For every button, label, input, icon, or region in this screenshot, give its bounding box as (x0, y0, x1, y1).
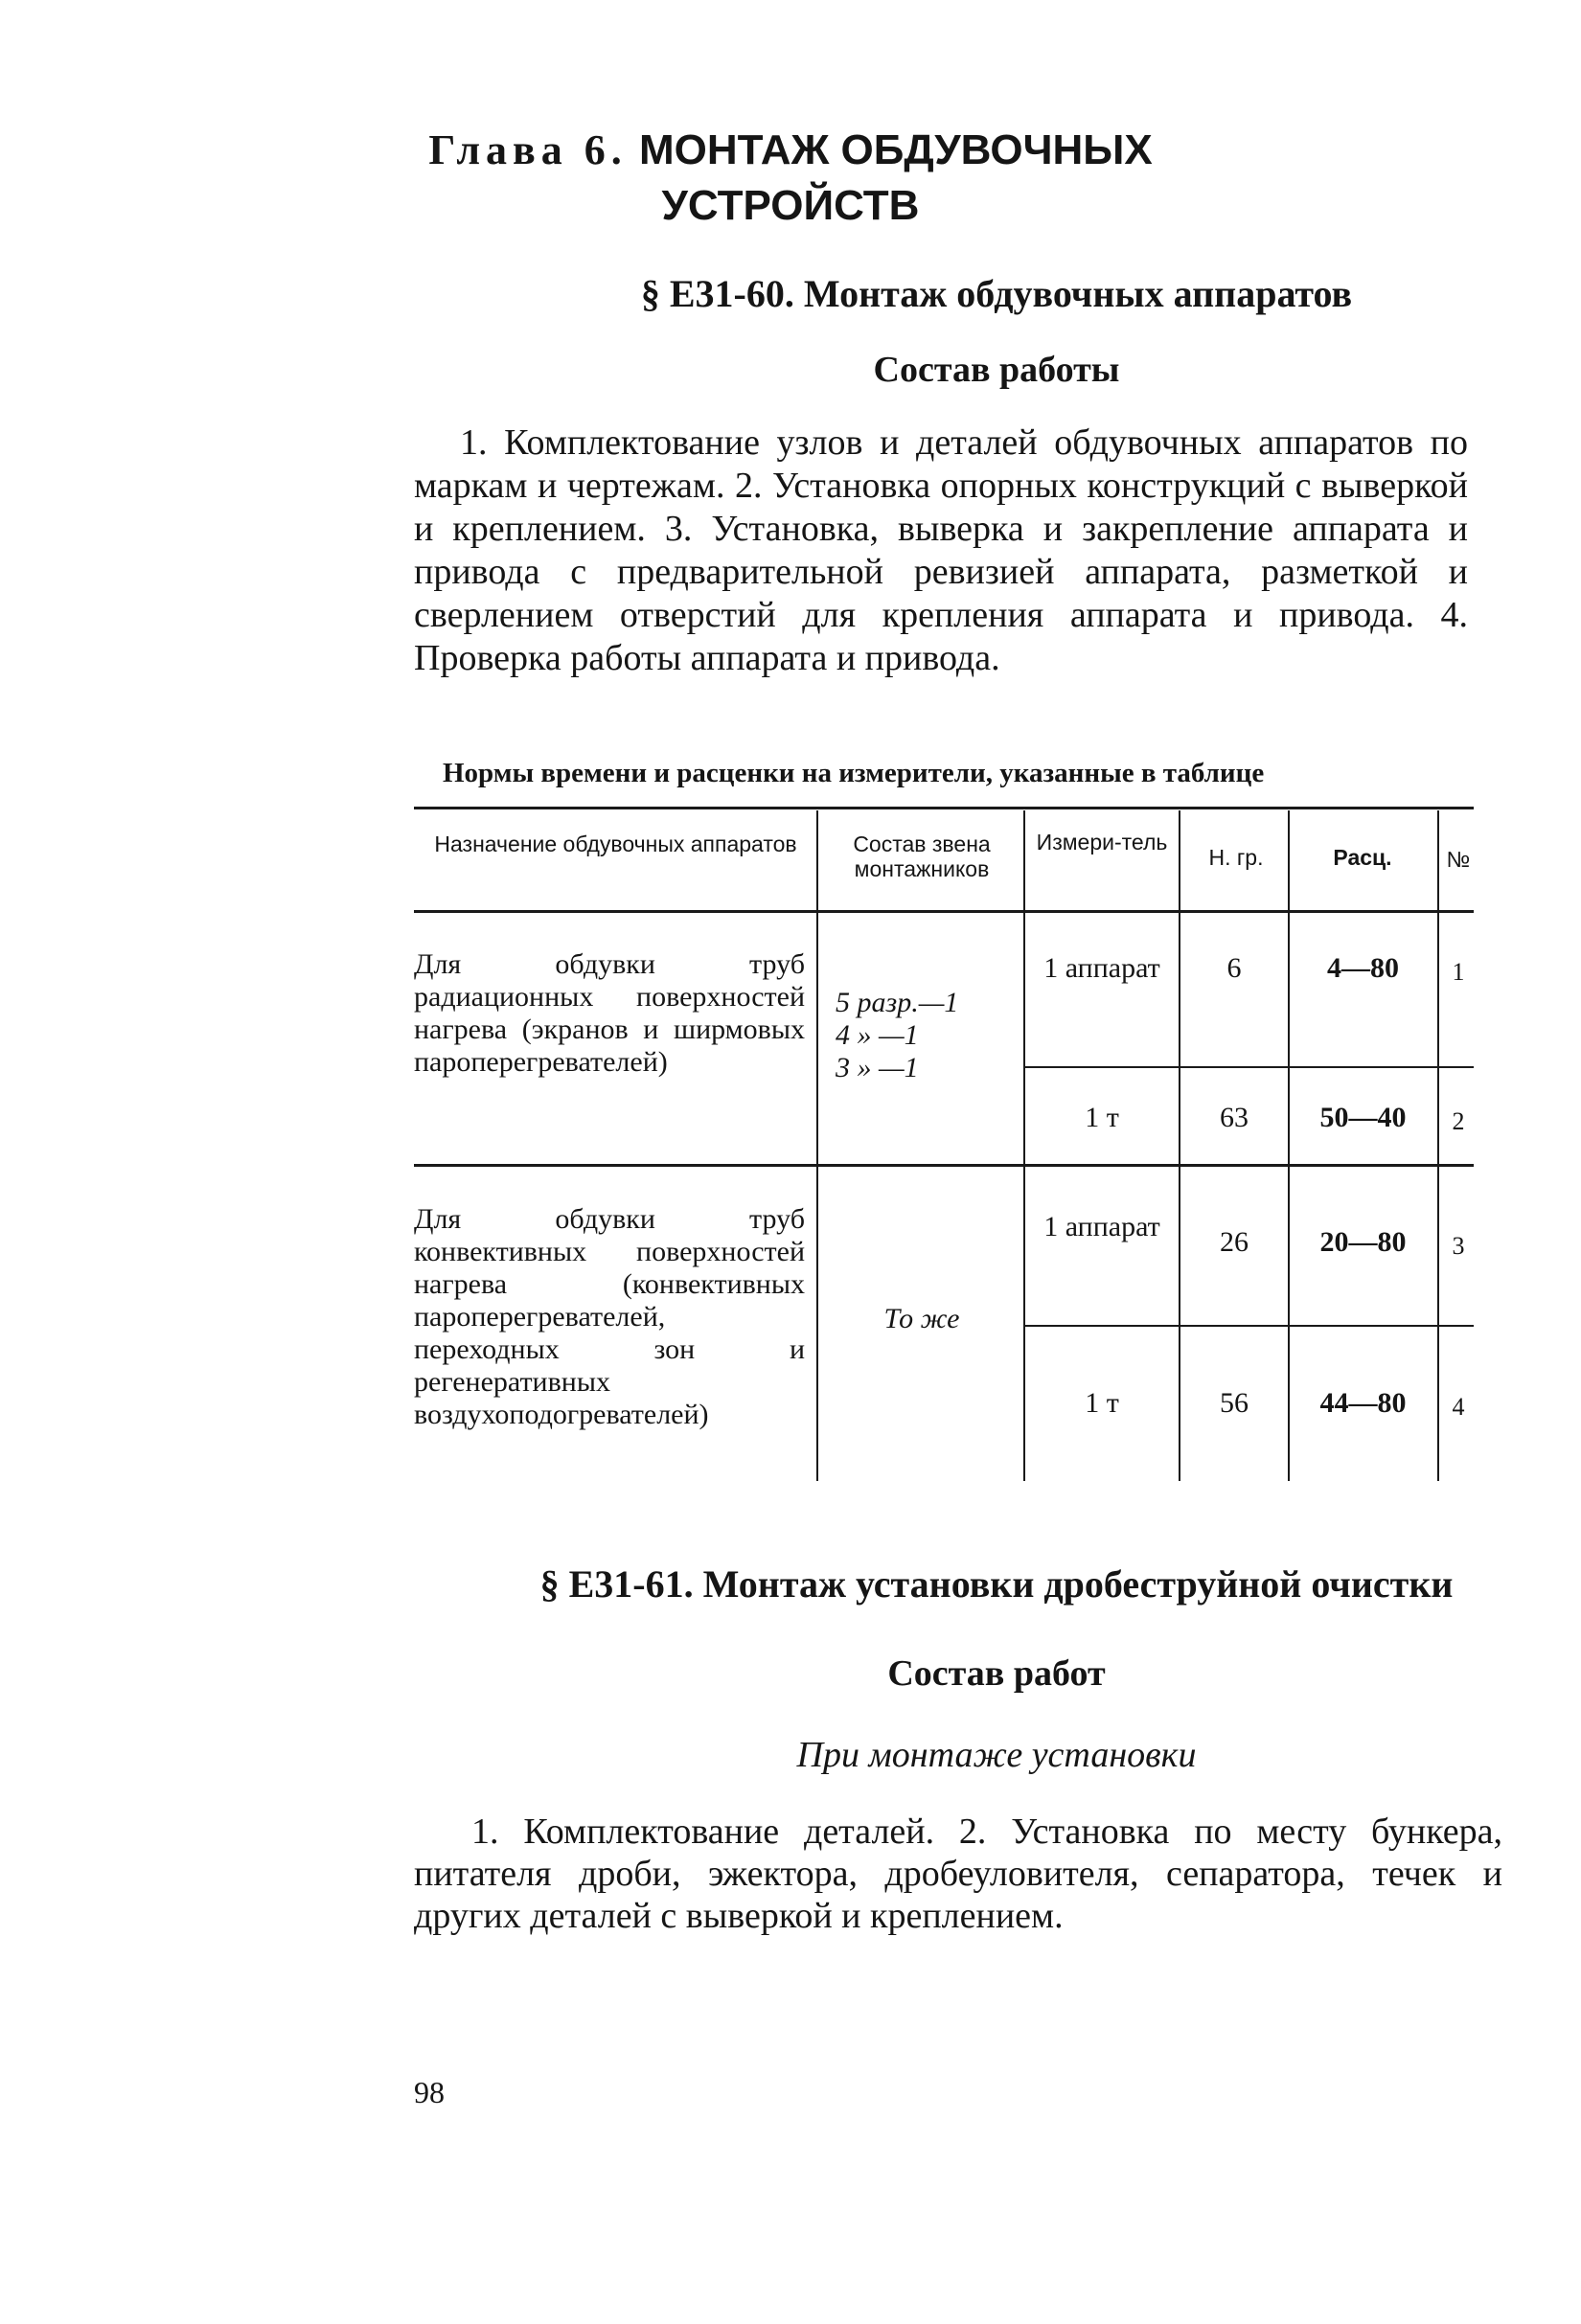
crew-line: 3 » —1 (836, 1052, 919, 1083)
section2-text: 1. Комплектование деталей. 2. Установка по месту бункера, питателя дроби, эжектора, дробеуловителя, сепаратора, течек и других деталей с выверкой и креплением. (414, 1811, 1502, 1936)
row3-rate: 20—80 (1319, 1226, 1407, 1258)
section2-subtitle: Состав работ (887, 1653, 1106, 1694)
col-divider-2 (1023, 810, 1025, 1481)
header-number: № (1446, 847, 1471, 872)
row1-unit: 1 аппарат (1043, 952, 1160, 984)
page-number: 98 (414, 2075, 445, 2109)
table-caption: Нормы времени и расценки на измерители, указанные в таблице (443, 758, 1265, 788)
row2-rate: 50—40 (1319, 1102, 1407, 1133)
crew-line: 5 разр.—1 (836, 987, 959, 1018)
row2-norm: 63 (1220, 1102, 1249, 1133)
row3-norm: 26 (1220, 1226, 1249, 1258)
col-divider-5 (1437, 810, 1439, 1481)
col-divider-4 (1288, 810, 1290, 1481)
table-top-rule (414, 807, 1474, 809)
section1-text: 1. Комплектование узлов и деталей обдувочных аппаратов по маркам и чертежам. 2. Установка опорных конструкций с выверкой и креплением. 3. Установка, выверка и закрепление аппарата и привода с предварительной ревизией аппарата, разметкой и сверлением отверстий для крепления аппарата и привода. 4. Проверка работы аппарата и привода. (414, 422, 1468, 678)
row3-number: 3 (1452, 1232, 1465, 1260)
group2-crew: То же (883, 1303, 960, 1334)
row4-unit: 1 т (1085, 1387, 1119, 1419)
header-norm: Н. гр. (1208, 845, 1264, 870)
group-divider (414, 1164, 1474, 1167)
group1-row-divider (1025, 1066, 1474, 1068)
row2-unit: 1 т (1085, 1102, 1119, 1133)
header-purpose: Назначение обдувочных аппаратов (434, 832, 797, 856)
section2-italic-subtitle: При монтаже установки (796, 1735, 1197, 1775)
row3-unit: 1 аппарат (1043, 1211, 1160, 1242)
group1-purpose: Для обдувки труб радиационных поверхностей нагрева (экранов и ширмовых пароперегревателей) (414, 948, 805, 1078)
header-bottom-rule (414, 910, 1474, 913)
crew-line: 4 » —1 (836, 1019, 919, 1051)
row1-number: 1 (1452, 958, 1465, 986)
group2-purpose: Для обдувки труб конвективных поверхностей нагрева (конвективных пароперегревателей, переходных зон и регенеративных воздухоподогревателей) (414, 1203, 805, 1430)
row4-rate: 44—80 (1319, 1387, 1407, 1419)
group2-row-divider (1025, 1325, 1474, 1327)
header-crew: Состав звена монтажников (853, 832, 991, 881)
chapter-heading (0, 123, 1581, 234)
header-rate: Расц. (1333, 845, 1392, 870)
row4-number: 4 (1452, 1393, 1465, 1421)
row4-norm: 56 (1220, 1387, 1249, 1419)
chapter-label: Глава 6. (428, 126, 628, 173)
row2-number: 2 (1452, 1107, 1465, 1135)
row1-norm: 6 (1226, 952, 1242, 984)
section1-subtitle: Состав работы (873, 350, 1120, 390)
chapter-title-line1: МОНТАЖ ОБДУВОЧНЫХ (639, 126, 1153, 173)
chapter-title-line2: УСТРОЙСТВ (661, 182, 920, 229)
section2-title: § Е31-61. Монтаж установки дробеструйной очистки (539, 1562, 1454, 1606)
group1-crew (836, 987, 1018, 1084)
col-divider-1 (816, 810, 818, 1481)
header-unit: Измери-тель (1036, 830, 1168, 854)
col-divider-3 (1179, 810, 1180, 1481)
section1-title: § Е31-60. Монтаж обдувочных аппаратов (640, 272, 1353, 315)
row1-rate: 4—80 (1327, 952, 1399, 984)
